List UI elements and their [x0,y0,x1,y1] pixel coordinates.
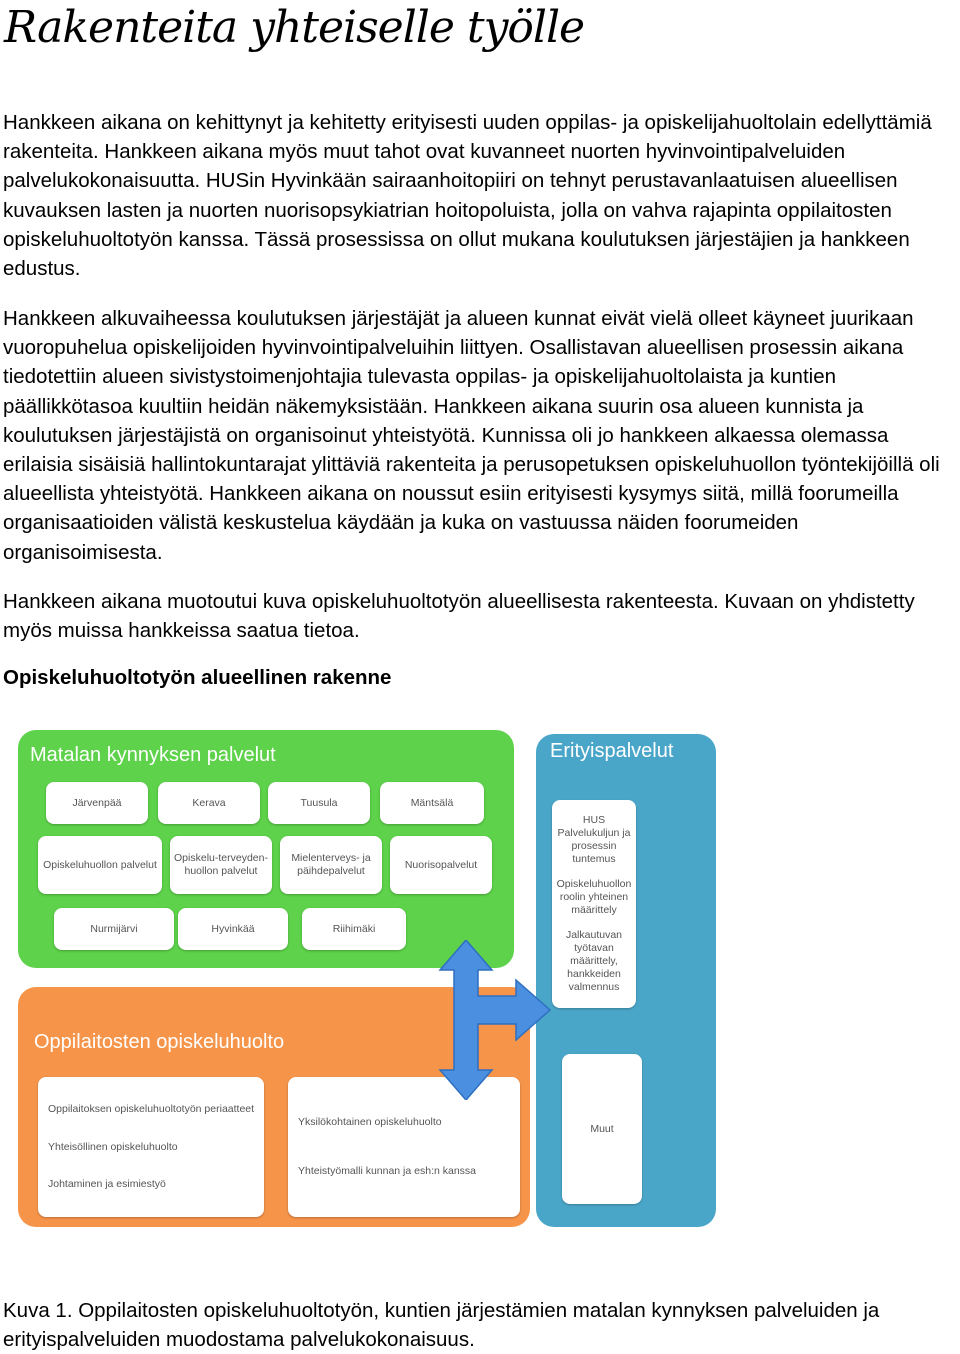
paragraph-3: Hankkeen aikana muotoutui kuva opiskeluhuoltotyön alueellisesta rakenteesta. Kuvaan on yhdistetty myös muissa hankkeissa saatua tietoa. [3,590,915,643]
low-threshold-title: Matalan kynnyksen palvelut [30,744,276,766]
box-tuusula: Tuusula [268,782,370,824]
section-heading: Opiskeluhuoltotyön alueellinen rakenne [3,666,392,689]
box-student-health-services: Opiskelu-terveyden-huollon palvelut [170,836,272,894]
connection-arrow-shape [440,940,550,1100]
box-mental-health-services: Mielenterveys- ja päihdepalvelut [280,836,382,894]
structure-diagram [18,730,718,1230]
school-welfare-title: Oppilaitosten opiskeluhuolto [34,1031,285,1053]
paragraph-1: Hankkeen aikana on kehittynyt ja kehitetty erityisesti uuden oppilas- ja opiskelijahuoltolain edellyttämiä rakenteita. Hankkeen aikana myös muut tahot ovat kuvanneet nuorten hyvinvointipalveluiden palvelukokonaisuutta. HUSin Hyvinkään sairaanhoitopiiri on tehnyt perustavanlaatuisen alueellisen kuvauksen lasten ja nuorten nuorisopsykiatrian hoitopoluista, jolla on vahva rajapinta oppilaitosten opiskeluhuoltotyön kanssa. Tässä prosessissa on ollut mukana koulutuksen järjestäjien ja hankkeen edustus. [3,111,932,281]
box-nurmijarvi: Nurmijärvi [54,908,174,950]
low-threshold-panel [18,730,514,968]
hus-item-2: Opiskeluhuollon roolin yhteinen määrittely [556,878,632,916]
communal-welfare: Yhteisöllinen opiskeluhuolto [48,1140,178,1153]
school-welfare-principles: Oppilaitoksen opiskeluhuoltotyön periaatteet [48,1103,255,1116]
box-jarvenpaa: Järvenpää [46,782,148,824]
cooperation-model: Yhteistyömalli kunnan ja esh:n kanssa [298,1165,477,1178]
leadership: Johtaminen ja esimiestyö [48,1177,166,1190]
box-youth-services: Nuorisopalvelut [390,836,492,894]
hus-item-1: HUS Palvelukuljun ja prosessin tuntemus [557,814,631,865]
box-student-welfare-services: Opiskeluhuollon palvelut [38,836,162,894]
paragraph-2: Hankkeen alkuvaiheessa koulutuksen järjestäjät ja alueen kunnat eivät vielä olleet käyneet juurikaan vuoropuhelua opiskelijoiden hyvinvointipalveluihin liittyen. Osallistavan alueellisen prosessin aikana tiedotettiin alueen sivistystoimenjohtajia tulevasta oppilas- ja opiskelijahuoltolaista ja kuntien päällikkötasoa kuultiin heidän näkemyksistään. Hankkeen aikana suurin osa alueen kunnista ja koulutuksen järjestäjistä on organisoinut yhteistyötä. Kunnissa oli jo hankkeen alkaessa olemassa erilaisia sisäisiä hallintokuntarajat ylittäviä rakenteita ja perusopetuksen opiskeluhuollon työntekijöillä oli alueellista yhteistyötä. Hankkeen aikana on noussut esiin erityisesti kysymys siitä, millä foorumeilla organisaatioiden välistä keskustelua käydään ja kuka on vastuussa näiden foorumeiden organisoimisesta. [3,307,940,564]
page-title: Rakenteita yhteiselle työlle [4,2,585,53]
box-mantsala: Mäntsälä [380,782,484,824]
figure-caption: Kuva 1. Oppilaitosten opiskeluhuoltotyön, kuntien järjestämien matalan kynnyksen palveluiden ja erityispalveluiden muodostama palvelukokonaisuus. [3,1299,880,1352]
individual-welfare: Yksilökohtainen opiskeluhuolto [298,1115,442,1128]
connection-arrow [426,940,566,1100]
box-hyvinkaa: Hyvinkää [178,908,288,950]
box-kerava: Kerava [158,782,260,824]
box-school-welfare-left [38,1077,264,1217]
hus-item-3: Jalkautuvan työtavan määrittely, hankkeiden valmennus [565,929,623,993]
box-riihimaki: Riihimäki [302,908,406,950]
box-others: Muut [562,1054,642,1204]
special-services-title: Erityispalvelut [550,740,674,762]
